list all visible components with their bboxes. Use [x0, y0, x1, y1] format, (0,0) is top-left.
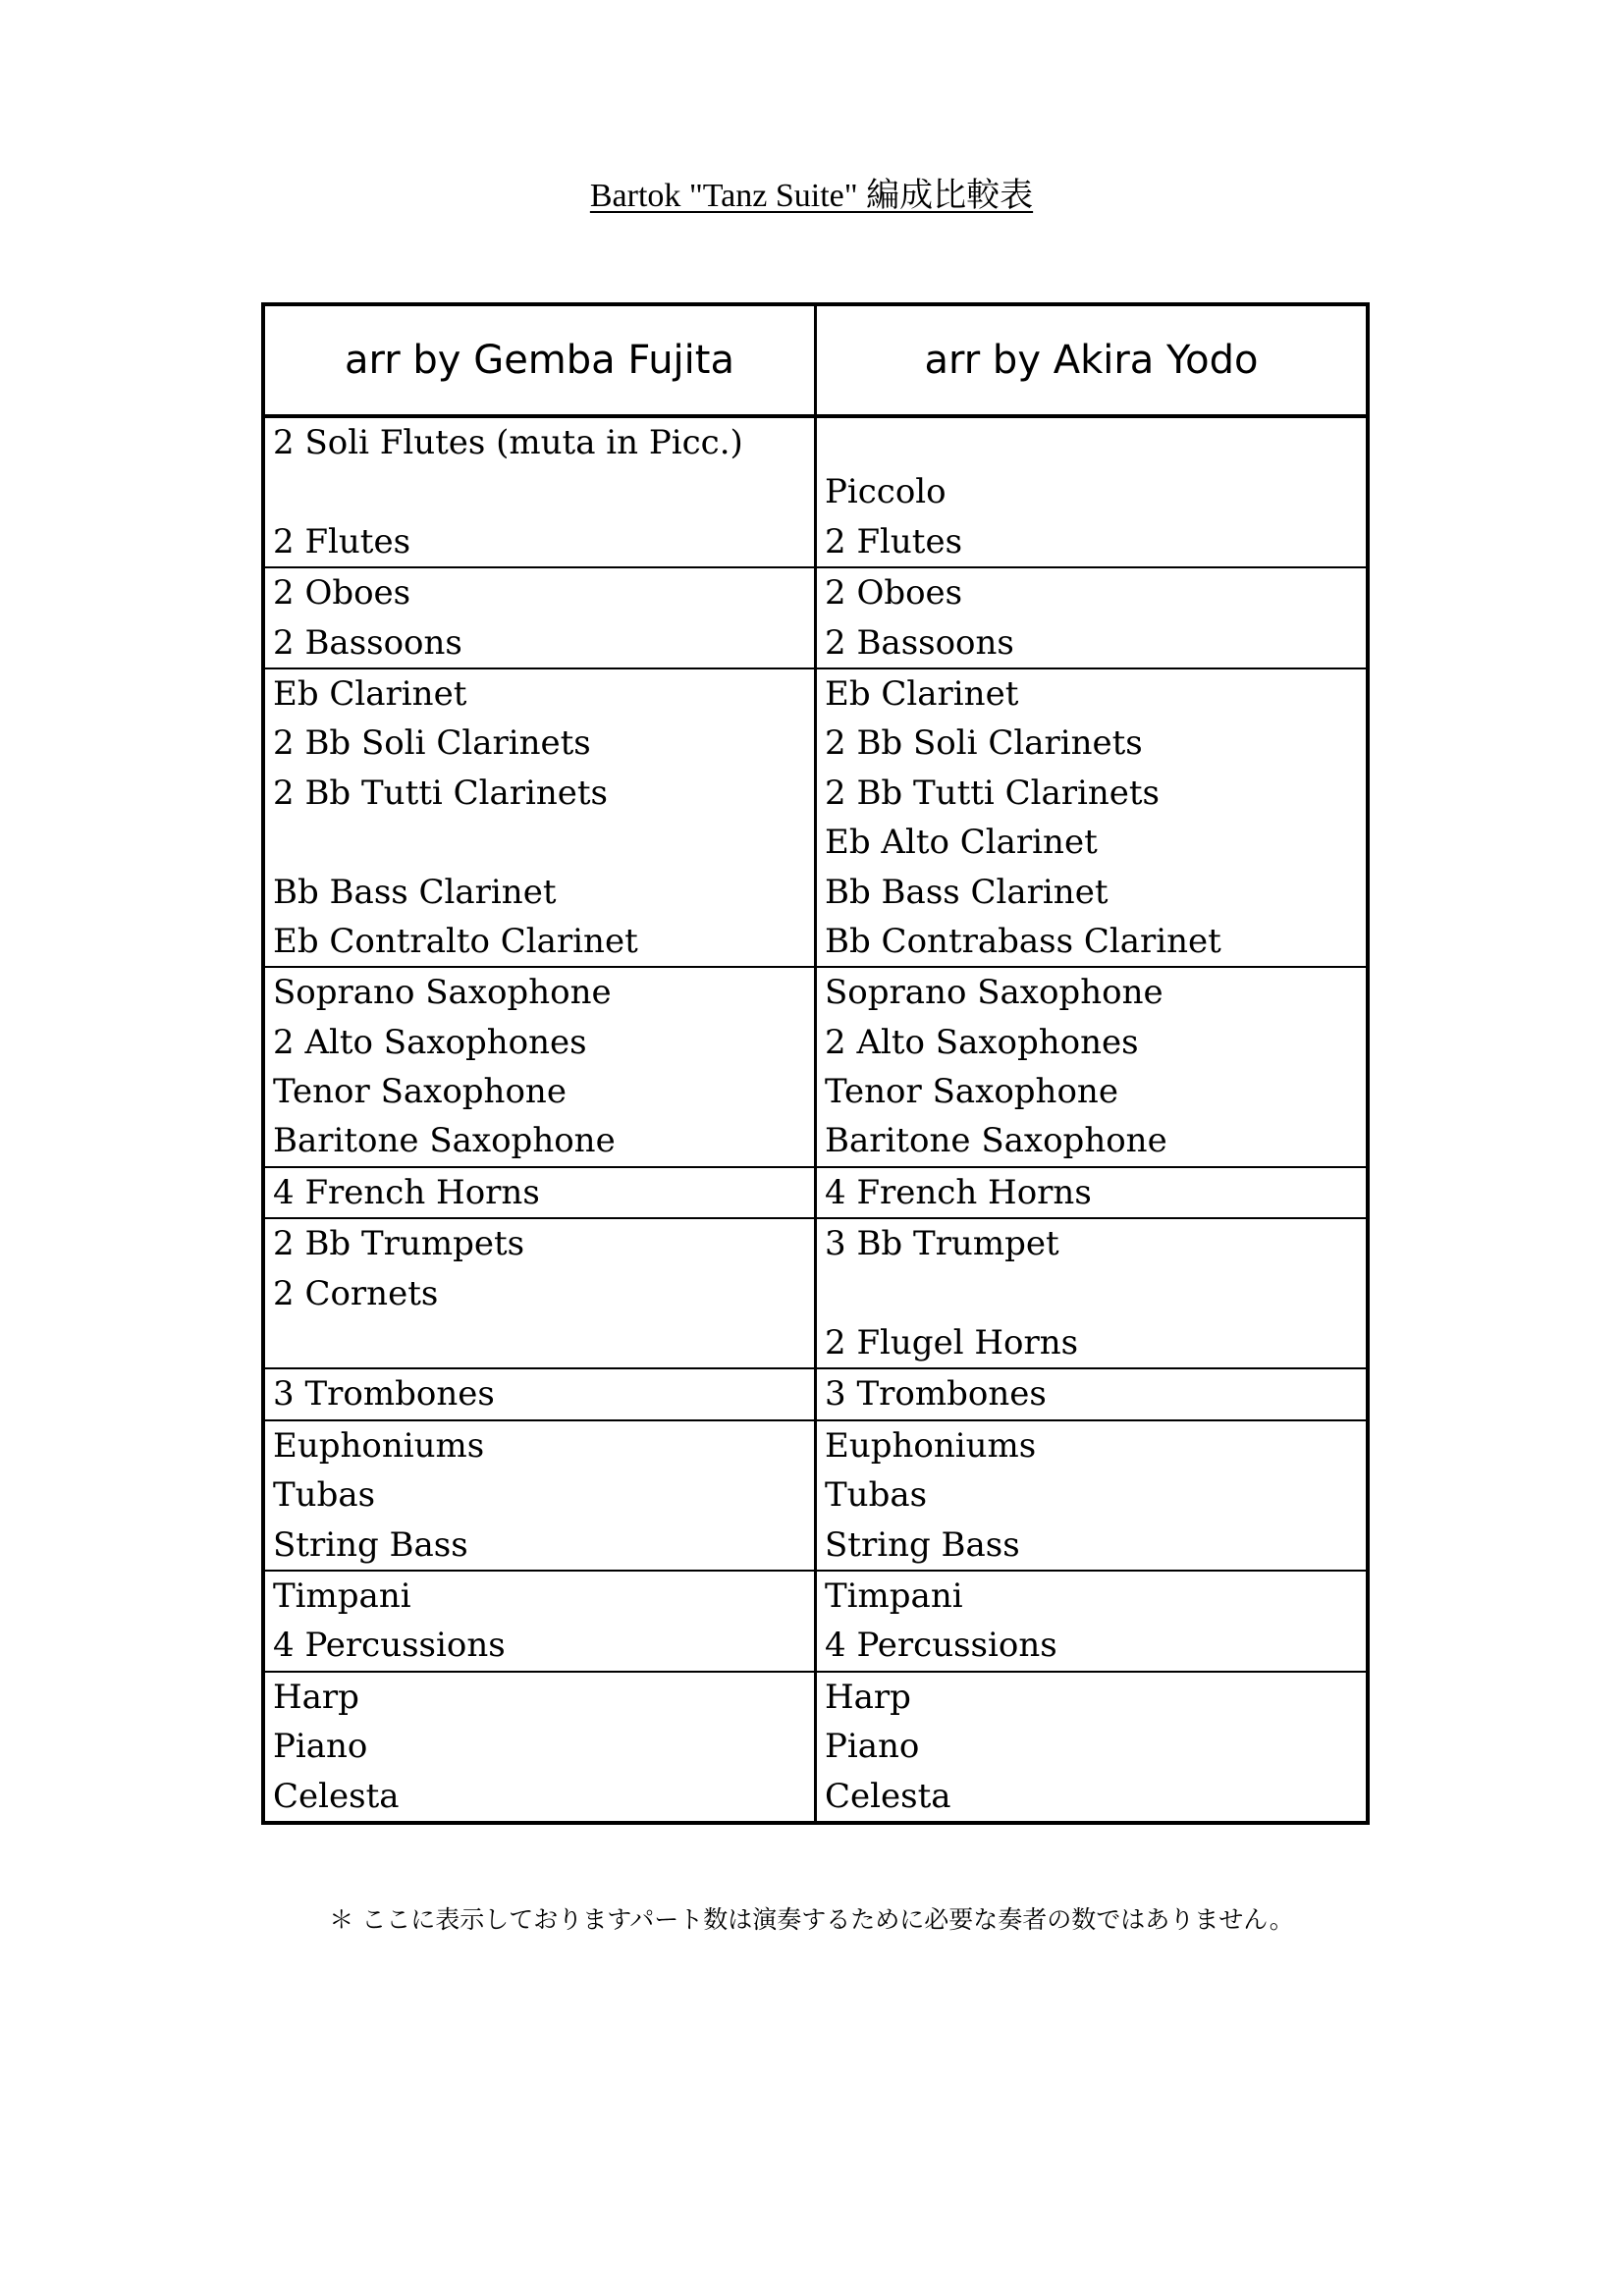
instrument-line: Harp: [825, 1677, 911, 1717]
instrument-line: Euphoniums: [273, 1425, 485, 1466]
document-title-text: Bartok "Tanz Suite" 編成比較表: [589, 178, 1034, 214]
instrument-line: String Bass: [273, 1524, 468, 1565]
instrument-line: 3 Trombones: [825, 1374, 1047, 1415]
instrument-line: 2 Flutes: [273, 521, 411, 561]
instrument-line: Timpani: [825, 1575, 963, 1616]
table-row: [263, 1218, 1368, 1368]
instrument-line: Euphoniums: [825, 1425, 1037, 1466]
cell-fujita: [263, 967, 816, 1167]
table-header-row: [263, 304, 1368, 416]
instrument-line: Piano: [825, 1727, 920, 1767]
instrument-line: 2 Bb Soli Clarinets: [273, 723, 591, 764]
cell-yodo: [816, 1368, 1369, 1419]
instrument-line: Piano: [273, 1727, 368, 1767]
table-row: [263, 1167, 1368, 1218]
instrument-line: 2 Bassoons: [825, 622, 1014, 663]
instrument-line: 2 Oboes: [825, 573, 963, 614]
instrument-line: 2 Bassoons: [273, 622, 462, 663]
instrument-line: [273, 467, 806, 516]
instrument-line: 2 Oboes: [273, 573, 411, 614]
instrument-line: Bb Bass Clarinet: [273, 872, 557, 912]
cell-yodo: [816, 967, 1369, 1167]
instrument-line: [273, 1318, 806, 1367]
table-row: [263, 567, 1368, 668]
instrument-line: 2 Cornets: [273, 1273, 439, 1313]
cell-yodo: [816, 567, 1369, 668]
instrument-line: Soprano Saxophone: [273, 973, 612, 1013]
orchestration-comparison-table: [261, 302, 1370, 1825]
instrument-line: 2 Alto Saxophones: [273, 1022, 587, 1062]
cell-fujita: [263, 1420, 816, 1571]
instrument-line: 2 Flugel Horns: [825, 1323, 1079, 1363]
cell-yodo: [816, 1420, 1369, 1571]
instrument-line: Eb Alto Clarinet: [825, 823, 1098, 863]
instrument-line: [273, 818, 806, 867]
instrument-line: 2 Alto Saxophones: [825, 1022, 1139, 1062]
cell-fujita: [263, 416, 816, 567]
instrument-line: 2 Soli Flutes (muta in Picc.): [273, 423, 743, 462]
instrument-line: Tubas: [273, 1475, 376, 1516]
instrument-line: Timpani: [273, 1575, 411, 1616]
table-row: [263, 1368, 1368, 1419]
instrument-line: 2 Bb Trumpets: [273, 1224, 525, 1264]
cell-fujita: [263, 1167, 816, 1218]
table-row: [263, 1672, 1368, 1823]
instrument-line: Piccolo: [825, 472, 947, 512]
instrument-line: Tubas: [825, 1475, 928, 1516]
table-body: [263, 416, 1368, 1823]
cell-fujita: [263, 567, 816, 668]
instrument-line: Harp: [273, 1677, 359, 1717]
instrument-line: 2 Bb Soli Clarinets: [825, 723, 1143, 764]
table-row: [263, 416, 1368, 567]
table-row: [263, 668, 1368, 967]
cell-yodo: [816, 1218, 1369, 1368]
instrument-line: Tenor Saxophone: [273, 1072, 567, 1112]
instrument-line: 3 Bb Trumpet: [825, 1224, 1059, 1264]
instrument-line: Bb Bass Clarinet: [825, 872, 1109, 912]
instrument-line: Eb Clarinet: [825, 673, 1019, 714]
instrument-line: 4 Percussions: [825, 1626, 1057, 1666]
cell-fujita: [263, 1672, 816, 1823]
instrument-line: 4 Percussions: [273, 1626, 506, 1666]
table-row: [263, 967, 1368, 1167]
cell-yodo: [816, 1167, 1369, 1218]
instrument-line: Eb Contralto Clarinet: [273, 921, 638, 961]
cell-yodo: [816, 1571, 1369, 1672]
instrument-line: Celesta: [273, 1776, 400, 1816]
instrument-line: Bb Contrabass Clarinet: [825, 921, 1221, 961]
cell-fujita: [263, 1218, 816, 1368]
instrument-line: Baritone Saxophone: [825, 1121, 1167, 1161]
instrument-line: String Bass: [825, 1524, 1020, 1565]
instrument-line: Soprano Saxophone: [825, 973, 1163, 1013]
instrument-line: 2 Flutes: [825, 521, 963, 561]
cell-fujita: [263, 668, 816, 967]
document-title: [0, 175, 1623, 218]
instrument-line: [825, 1269, 1358, 1318]
instrument-line: 4 French Horns: [273, 1172, 540, 1212]
instrument-line: 3 Trombones: [273, 1374, 495, 1415]
instrument-line: Eb Clarinet: [273, 673, 467, 714]
footnote: ＊ ここに表示しておりますパート数は演奏するために必要な奏者の数ではありません。: [329, 1905, 1294, 1934]
instrument-line: Celesta: [825, 1776, 951, 1816]
column-header-fujita: arr by Gemba Fujita: [263, 304, 816, 416]
instrument-line: 2 Bb Tutti Clarinets: [273, 773, 608, 813]
cell-yodo: [816, 1672, 1369, 1823]
column-header-yodo: arr by Akira Yodo: [816, 304, 1369, 416]
cell-yodo: [816, 416, 1369, 567]
cell-fujita: [263, 1571, 816, 1672]
table-row: [263, 1420, 1368, 1571]
instrument-line: 2 Bb Tutti Clarinets: [825, 773, 1160, 813]
cell-fujita: [263, 1368, 816, 1419]
cell-yodo: [816, 668, 1369, 967]
instrument-line: Baritone Saxophone: [273, 1121, 616, 1161]
table-row: [263, 1571, 1368, 1672]
instrument-line: 4 French Horns: [825, 1172, 1092, 1212]
instrument-line: Tenor Saxophone: [825, 1072, 1118, 1112]
instrument-line: [825, 418, 1358, 467]
